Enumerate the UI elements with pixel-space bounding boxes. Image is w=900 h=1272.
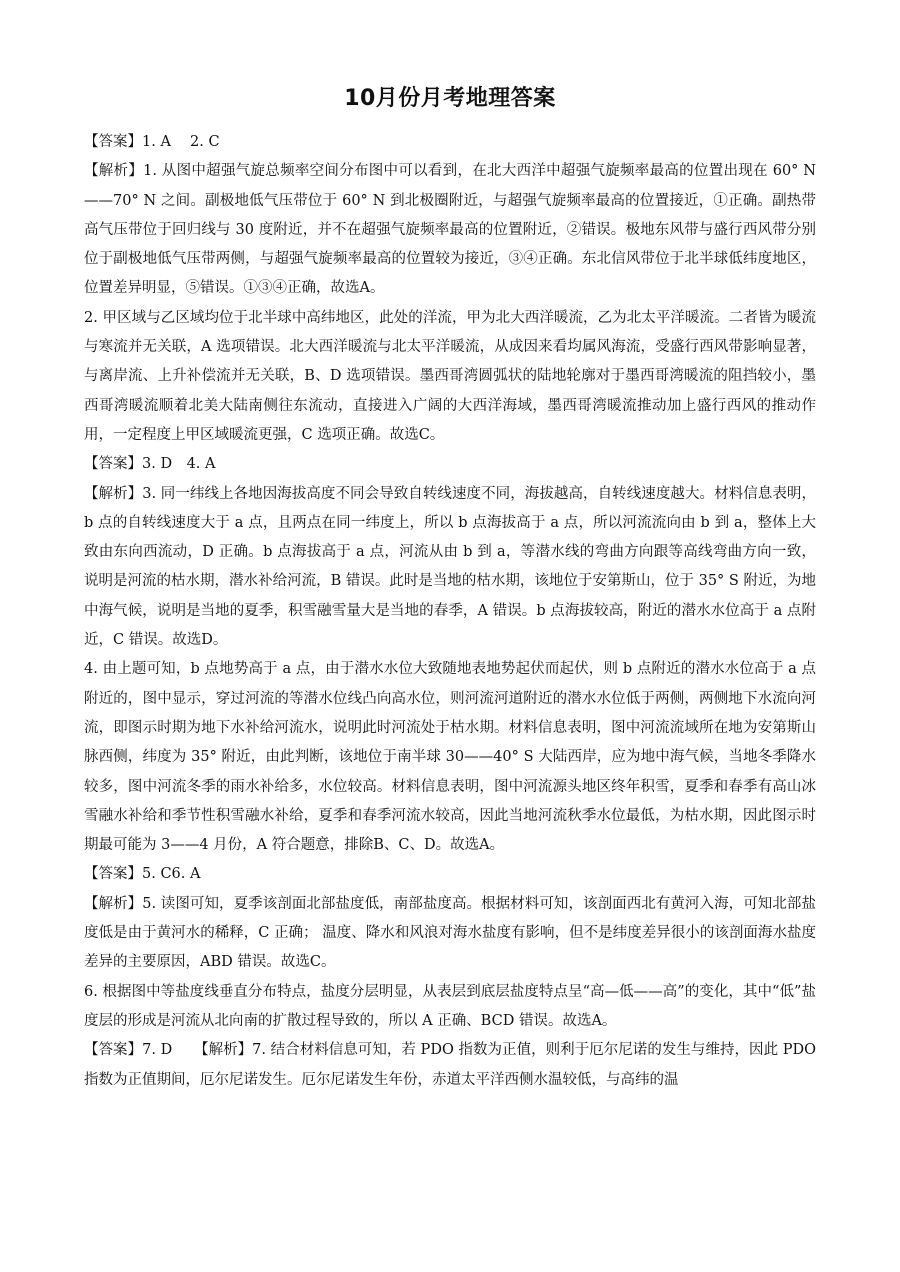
explanation-q5: 【解析】5. 读图可知，夏季该剖面北部盐度低，南部盐度高。根据材料可知，该剖面西北有黄河入海，可知北部盐度低是由于黄河水的稀释，C 正确； 温度、降水和风浪对海水盐度有影响，但不是纬度差异很小的该剖面海水盐度差异的主要原因，ABD 错误。故选C。 [84, 895, 816, 971]
explanation-q2: 2. 甲区域与乙区域均位于北半球中高纬地区，此处的洋流，甲为北大西洋暖流，乙为北太平洋暖流。二者皆为暖流与寒流并无关联，A 选项错误。北大西洋暖流与北太平洋暖流，从成因来看均属风海流，受盛行西风带影响显著，与离岸流、上升补偿流并无关联，B、D 选项错误。墨西哥湾圆弧状的陆地轮廓对于墨西哥湾暖流的阻挡较小，墨西哥湾暖流顺着北美大陆南侧往东流动，直接进入广阔的大西洋海域，墨西哥湾暖流推动加上盛行西风的推动作用，一定程度上甲区域暖流更强，C 选项正确。故选C。 [84, 309, 816, 443]
explanation-q4: 4. 由上题可知，b 点地势高于 a 点，由于潜水水位大致随地表地势起伏而起伏，则 b 点附近的潜水水位高于 a 点附近的，图中显示，穿过河流的等潜水位线凸向高水位，则河流河道附近的潜水水位低于两侧，两侧地下水流向河流，即图示时期为地下水补给河流水，说明此时河流处于枯水期。材料信息表明，图中河流流域所在地为安第斯山脉西侧，纬度为 35° 附近，由此判断，该地位于南半球 30——40° S 大陆西岸，应为地中海气候，当地冬季降水较多，图中河流冬季的雨水补给多，水位较高。材料信息表明，图中河流源头地区终年积雪，夏季和春季有高山冰雪融水补给和季节性积雪融水补给，夏季和春季河流水较高，因此当地河流秋季水位最低，为枯水期，因此图示时期最可能为 3——4 月份，A 符合题意，排除B、C、D。故选A。 [84, 661, 816, 854]
page-title: 10月份月考地理答案 [344, 86, 556, 111]
explanation-q6: 6. 根据图中等盐度线垂直分布特点，盐度分层明显，从表层到底层盐度特点呈“高—低——高”的变化，其中“低”盐度层的形成是河流从北向南的扩散过程导致的，所以 A 正确、BCD 错误。故选A。 [84, 983, 816, 1029]
answer-line-5-6: 【答案】5. C6. A [84, 866, 201, 883]
explanation-q1: 【解析】1. 从图中超强气旋总频率空间分布图中可以看到，在北大西洋中超强气旋频率最高的位置出现在 60° N——70° N 之间。副极地低气压带位于 60° N 到北极圈附近，与超强气旋频率最高的位置接近，①正确。副热带高气压带位于回归线与 30 度附近，并不在超强气旋频率最高的位置附近，②错误。极地东风带与盛行西风带分别位于副极地低气压带两侧，与超强气旋频率最高的位置较为接近，③④正确。东北信风带位于北半球低纬度地区，位置差异明显，⑤错误。①③④正确，故选A。 [84, 163, 816, 297]
answer-explanation-q7: 【答案】7. D 【解析】7. 结合材料信息可知，若 PDO 指数为正值，则利于厄尔尼诺的发生与维持，因此 PDO 指数为正值期间，厄尔尼诺发生。厄尔尼诺发生年份，赤道太平洋西侧水温较低，与高纬的温 [84, 1042, 821, 1088]
explanation-q3: 【解析】3. 同一纬线上各地因海拔高度不同会导致自转线速度不同，海拔越高，自转线速度越大。材料信息表明，b 点的自转线速度大于 a 点，且两点在同一纬度上，所以 b 点海拔高于 a 点，所以河流流向由 b 到 a，整体上大致由东向西流动，D 正确。b 点海拔高于 a 点，河流从由 b 到 a，等潜水线的弯曲方向跟等高线弯曲方向一致，说明是河流的枯水期，潜水补给河流，B 错误。此时是当地的枯水期，该地位于安第斯山，位于 35° S 附近，为地中海气候，说明是当地的夏季，积雪融雪量大是当地的春季，A 错误。b 点海拔较高，附近的潜水水位高于 a 点附近，C 错误。故选D。 [84, 485, 816, 649]
answer-line-1-2: 【答案】1. A 2. C [84, 134, 220, 150]
answer-line-3-4: 【答案】3. D 4. A [84, 456, 216, 473]
